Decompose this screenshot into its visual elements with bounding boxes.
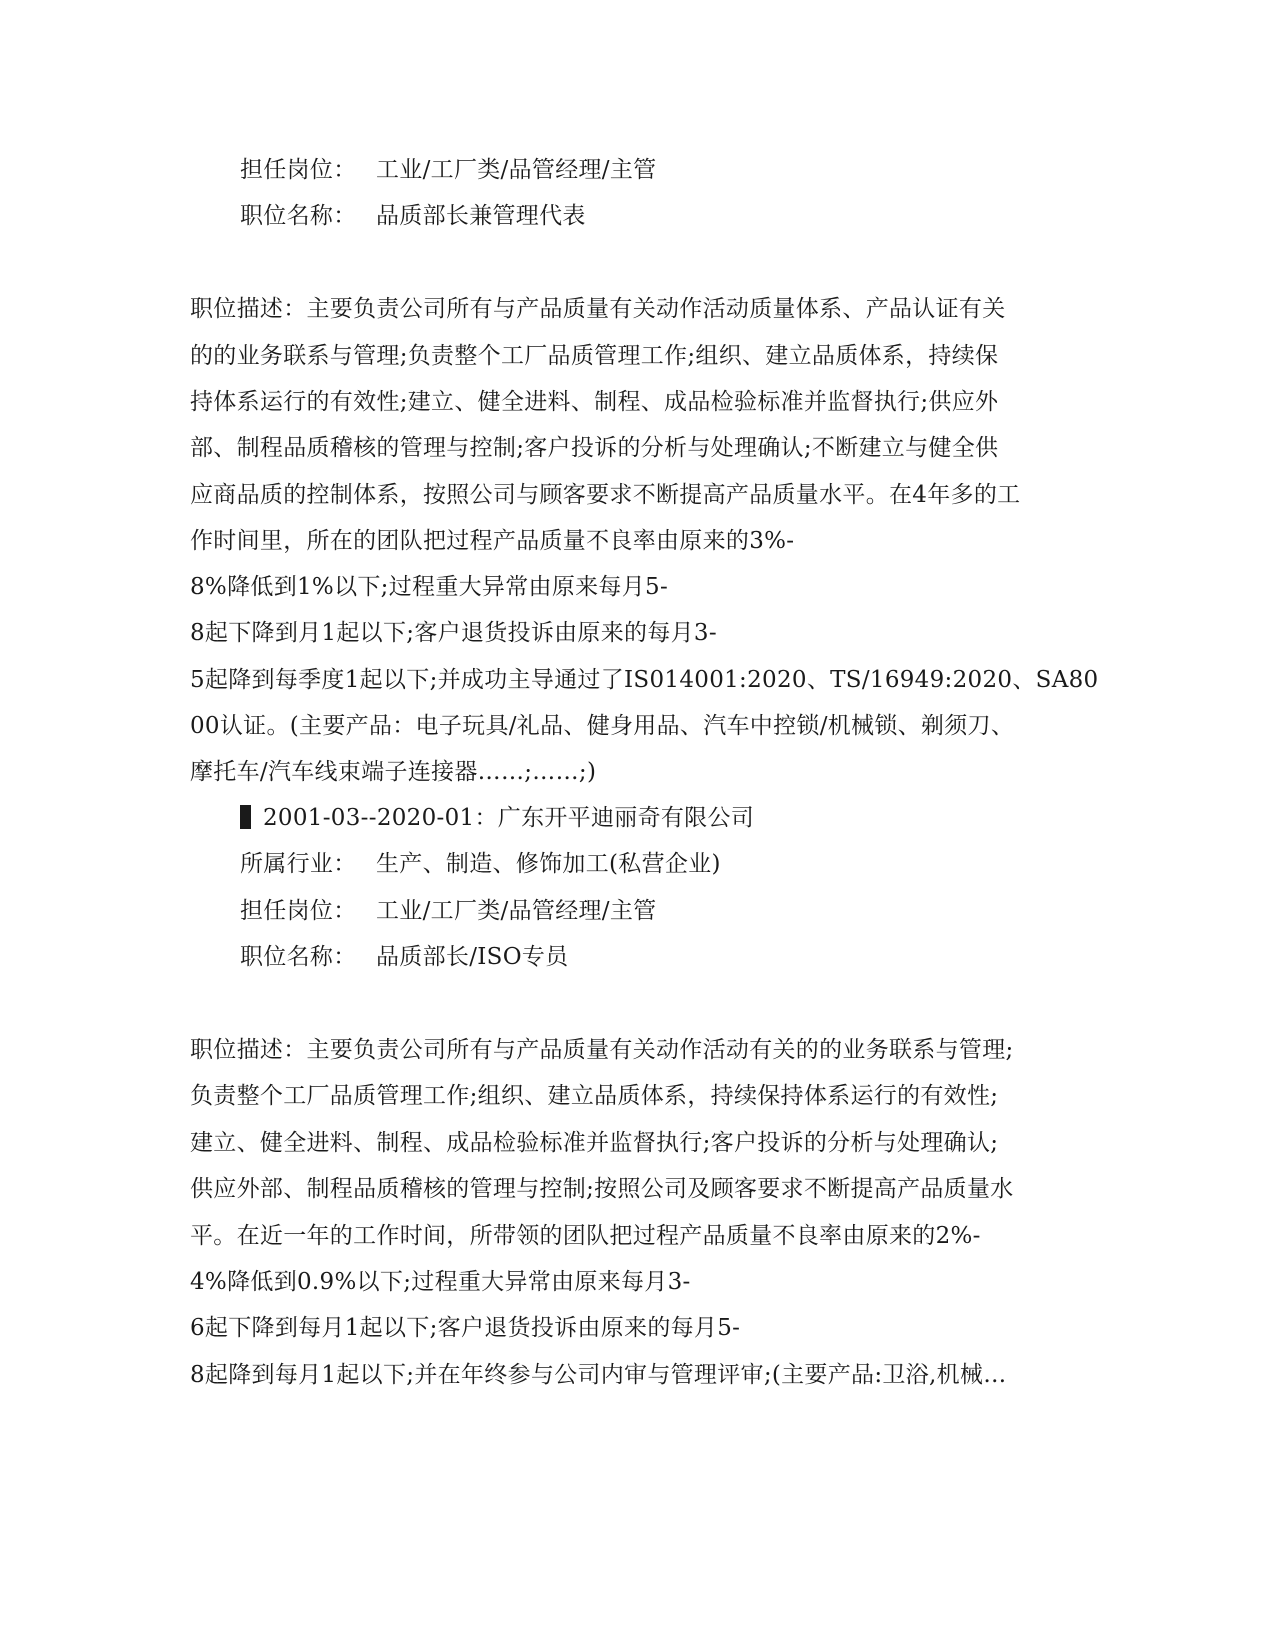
description-line: 建立、健全进料、制程、成品检验标准并监督执行;客户投诉的分析与处理确认;: [190, 1130, 999, 1156]
description-line: 作时间里，所在的团队把过程产品质量不良率由原来的3%-: [190, 528, 795, 554]
title-label: 职位名称：: [240, 203, 357, 229]
title-row: [240, 939, 568, 975]
description-line: 平。在近一年的工作时间，所带领的团队把过程产品质量不良率由原来的2%-: [190, 1223, 981, 1249]
post-value: 工业/工厂类/品管经理/主管: [376, 157, 657, 183]
description-line: 4%降低到0.9%以下;过程重大异常由原来每月3-: [190, 1269, 691, 1295]
period-company: 2001-03--2020-01：广东开平迪丽奇有限公司: [263, 805, 755, 831]
industry-label: 所属行业：: [240, 851, 357, 877]
post-row: [240, 152, 656, 188]
title-value: 品质部长/ISO专员: [376, 944, 569, 970]
employment-entry-heading: [240, 800, 754, 836]
description-line: 负责整个工厂品质管理工作;组织、建立品质体系，持续保持体系运行的有效性;: [190, 1083, 999, 1109]
description-line: 8起下降到月1起以下;客户退货投诉由原来的每月3-: [190, 620, 717, 646]
description-line: 8%降低到1%以下;过程重大异常由原来每月5-: [190, 574, 669, 600]
description-line: 的的业务联系与管理;负责整个工厂品质管理工作;组织、建立品质体系，持续保: [190, 343, 999, 369]
post-label: 担任岗位：: [240, 898, 357, 924]
description-line: 应商品质的控制体系，按照公司与顾客要求不断提高产品质量水平。在4年多的工: [190, 482, 1021, 508]
industry-row: [240, 846, 721, 882]
industry-value: 生产、制造、修饰加工(私营企业): [376, 851, 721, 877]
title-label: 职位名称：: [240, 944, 357, 970]
description-line: 供应外部、制程品质稽核的管理与控制;按照公司及顾客要求不断提高产品质量水: [190, 1176, 1014, 1202]
description-line: 6起下降到每月1起以下;客户退货投诉由原来的每月5-: [190, 1315, 741, 1341]
description-line: 5起降到每季度1起以下;并成功主导通过了IS014001:2020、TS/16949:2020、SA80: [190, 667, 1099, 693]
post-label: 担任岗位：: [240, 157, 357, 183]
description-line: 部、制程品质稽核的管理与控制;客户投诉的分析与处理确认;不断建立与健全供: [190, 435, 999, 461]
description-line: 持体系运行的有效性;建立、健全进料、制程、成品检验标准并监督执行;供应外: [190, 389, 999, 415]
post-row: [240, 893, 656, 929]
description-line: 8起降到每月1起以下;并在年终参与公司内审与管理评审;(主要产品:卫浴,机械…: [190, 1362, 1007, 1388]
description-line: 摩托车/汽车线束端子连接器……;……;): [190, 759, 597, 785]
title-row: [240, 198, 586, 234]
description-line: 00认证。(主要产品：电子玩具/礼品、健身用品、汽车中控锁/机械锁、剃须刀、: [190, 713, 1015, 739]
post-value: 工业/工厂类/品管经理/主管: [376, 898, 657, 924]
title-value: 品质部长兼管理代表: [376, 203, 586, 229]
description-line: 职位描述：主要负责公司所有与产品质量有关动作活动质量体系、产品认证有关: [190, 296, 1006, 322]
bullet-marker-icon: [240, 805, 251, 829]
description-line: 职位描述：主要负责公司所有与产品质量有关动作活动有关的的业务联系与管理;: [190, 1037, 1014, 1063]
